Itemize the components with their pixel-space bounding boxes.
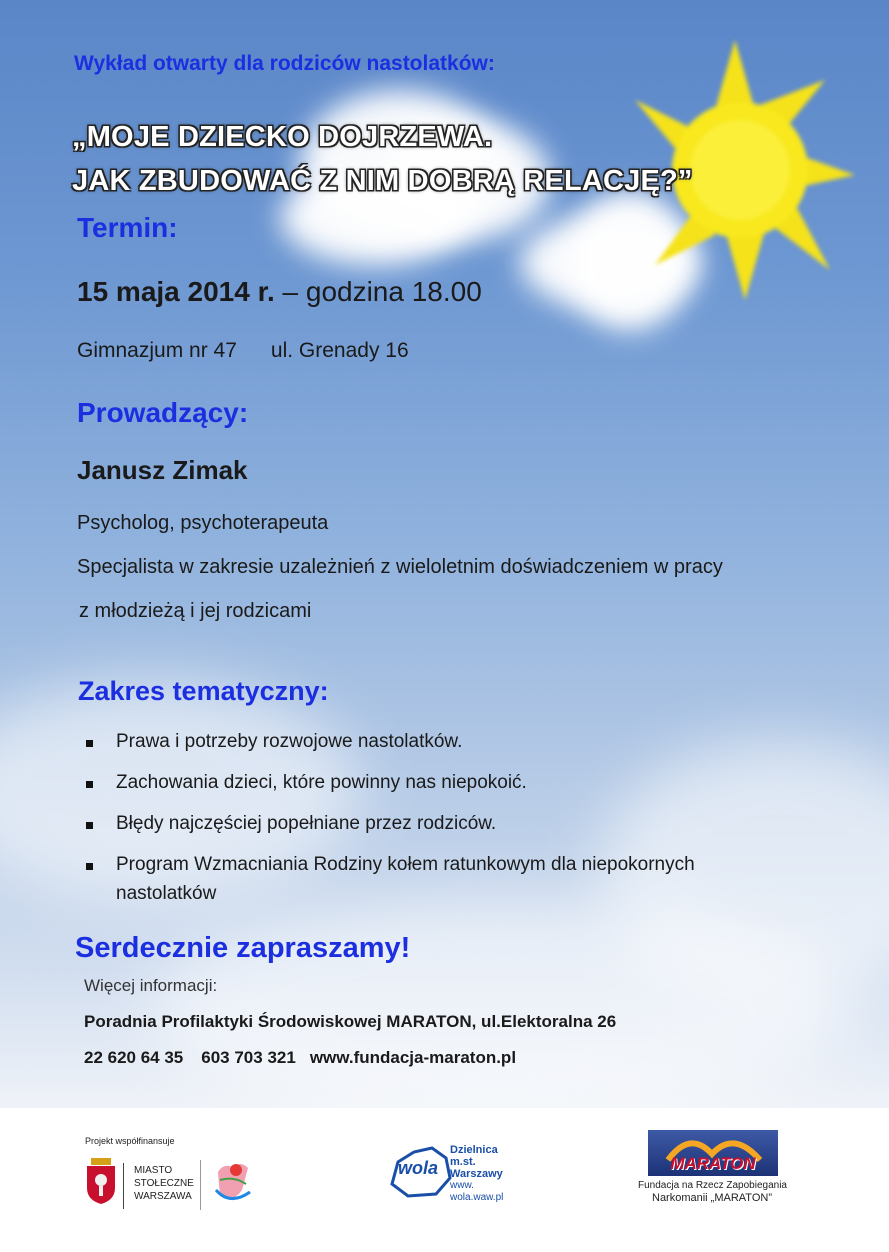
topic-item-4-cont: nastolatków [116, 883, 217, 904]
title-line-2: JAK ZBUDOWAĆ Z NIM DOBRĄ RELACJĘ?” [72, 165, 693, 197]
contact-line [84, 1048, 516, 1068]
speaker-name: Janusz Zimak [77, 455, 248, 485]
bullet-icon [86, 822, 93, 829]
maraton-logo-text: MARATON [670, 1154, 756, 1173]
phone-2: 603 703 321 [201, 1048, 296, 1067]
topic-item-4: Program Wzmacniania Rodziny kołem ratunkowym dla niepokornych [116, 854, 695, 875]
event-address: ul. Grenady 16 [270, 339, 409, 362]
speaker-role: Psycholog, psychoterapeuta [77, 512, 329, 534]
cofinanced-label: Projekt współfinansuje [85, 1136, 175, 1146]
warsaw-coat-of-arms-icon [85, 1156, 117, 1206]
city-line-3: WARSZAWA [134, 1191, 192, 1202]
event-time: – godzina 18.00 [274, 276, 482, 307]
event-place: Gimnazjum nr 47 [77, 339, 237, 362]
speaker-desc-1: Specjalista w zakresie uzależnień z wieloletnim doświadczeniem w pracy [77, 556, 723, 578]
website-link[interactable]: www.fundacja-maraton.pl [309, 1048, 517, 1067]
wola-line-3: Warszawy [450, 1168, 503, 1180]
date-line [77, 276, 482, 308]
invite-heading: Serdecznie zapraszamy! [75, 932, 411, 964]
wola-district-info [450, 1144, 503, 1204]
bullet-icon [86, 863, 93, 870]
event-date: 15 maja 2014 r. [77, 276, 275, 307]
wola-line-1: Dzielnica [450, 1144, 498, 1156]
title-line-1: „MOJE DZIECKO DOJRZEWA. [72, 121, 493, 153]
phone-1: 22 620 64 35 [84, 1048, 184, 1067]
city-line-2: STOŁECZNE [134, 1178, 194, 1189]
city-line-1: MIASTO [134, 1165, 173, 1176]
termin-heading: Termin: [77, 212, 178, 243]
topic-item-1: Prawa i potrzeby rozwojowe nastolatków. [116, 731, 463, 752]
topic-item-2: Zachowania dzieci, które powinny nas niepokoić. [116, 772, 527, 793]
wola-line-2: m.st. [450, 1156, 476, 1168]
city-name [134, 1164, 194, 1203]
wola-logo: wola [398, 1158, 439, 1178]
lecture-title [72, 115, 693, 203]
bullet-icon [86, 740, 93, 747]
footer [0, 1108, 889, 1252]
maraton-logo-box [648, 1130, 778, 1176]
campaign-logo-icon [210, 1160, 256, 1208]
wola-line-4: www. [450, 1180, 474, 1191]
bullet-icon [86, 781, 93, 788]
topic-item-3: Błędy najczęściej popełniane przez rodziców. [116, 813, 497, 834]
foundation-line-1: Fundacja na Rzecz Zapobiegania [638, 1180, 787, 1191]
zakres-heading: Zakres tematyczny: [78, 676, 329, 706]
place-line [77, 339, 409, 363]
more-info-label: Więcej informacji: [84, 976, 218, 995]
organization-address: Poradnia Profilaktyki Środowiskowej MARATON, ul.Elektoralna 26 [84, 1012, 617, 1031]
prowadzacy-heading: Prowadzący: [77, 397, 249, 428]
speaker-desc-2: z młodzieżą i jej rodzicami [79, 600, 312, 622]
foundation-line-2: Narkomanii „MARATON” [652, 1192, 772, 1204]
intro-text: Wykład otwarty dla rodziców nastolatków: [74, 52, 495, 75]
wola-line-5[interactable]: wola.waw.pl [450, 1192, 504, 1203]
